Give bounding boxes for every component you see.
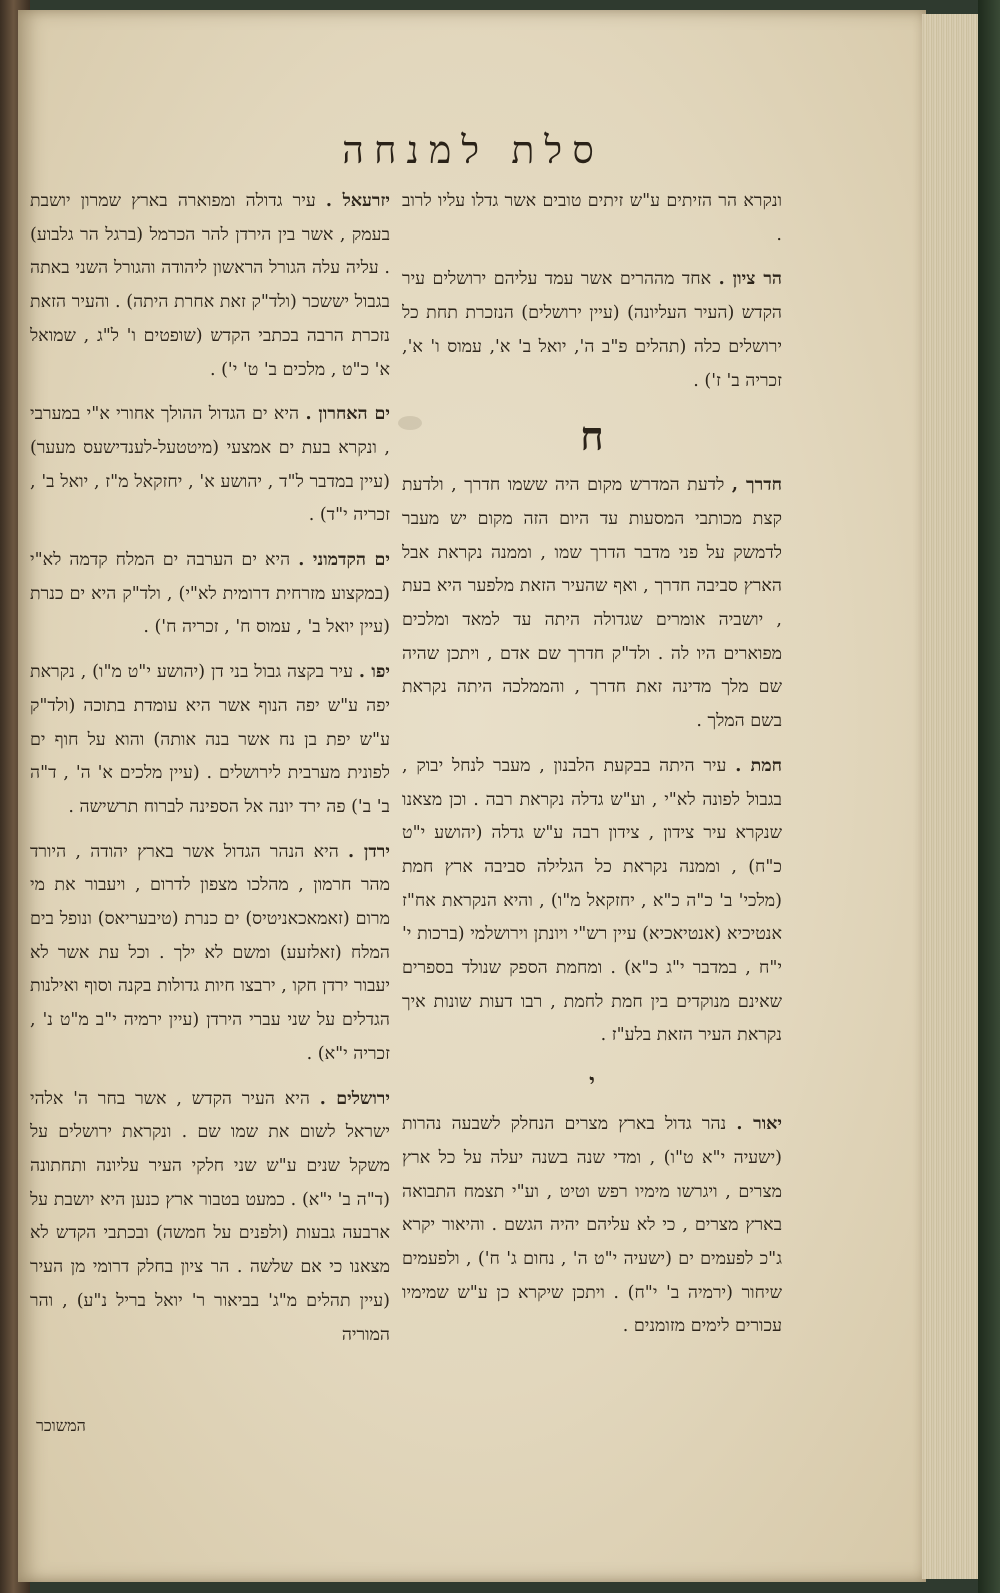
entry-term: הר ציון . [718,269,782,290]
entry-paragraph [402,263,782,398]
entry-paragraph [30,185,390,387]
entry-term: ים האחרון . [305,404,390,425]
entry-text: נהר גדול בארץ מצרים הנחלק לשבעה נהרות (ישעיה י"א ט"ו) , ומדי שנה בשנה יעלה על כל ארץ מצרים , ויגרשו מימיו רפש וטיט , וע"י תצמח התבואה בארץ מצרים , כי לא עליהם יהיה הגשם . והיאור יקרא ג"כ לפעמים ים (ישעיה י"ט ה' , נחום ג' ח') , ולפעמים שיחור (ירמיה ב' י"ח) . ויתכן שיקרא כן ע"ש שמימיו עכורים לימים מזומנים . [402,1114,782,1337]
catchword: המשוכר [36,1416,86,1435]
entry-text: עיר היתה בבקעת הלבנון , מעבר לנחל יבוק , בגבול לפונה לא"י , וע"ש גדלה נקראת רבה . וכן מצאנו שנקרא עיר צידון , צידון רבה ע"ש גדלה (יהושע י"ט כ"ח) , וממנה נקראת כל הגלילה סביבה ארץ חמת (מלכי' ב' כ"ה כ"א , יחזקאל מ"ו) , והיא הנקראת אח"ז אנטיכיא (אנטיאכיא) עיין רש"י ויונתן וירושלמי (ברכות י' י"ח , במדבר י"ג כ"א) . ומחמת הספק שנולד בספרים שאינם מנוקדים בין חמת לחמת , רבו דעות שונות איך נקראת העיר הזאת בלע"ז . [402,755,782,1046]
entry-term: ים הקדמוני . [298,550,390,571]
entry-term: יזרעאל . [325,191,390,211]
entry-term: חמת . [735,755,782,776]
entry-paragraph [402,1108,782,1344]
left-column [30,185,390,1400]
entry-paragraph [30,398,390,533]
entry-text: לדעת המדרש מקום היה ששמו חדרך , ולדעת קצת מכותבי המסעות עד היום הזה מקום יש מעבר לדמשק על פני מדבר הדרך שמו , וממנה נקראת אבל הארץ סביבה חדרך , ואף שהעיר הזאת מלפער היא בעת , יושביה אומרים שגדולה היתה עד למאד ומלכים מפוארים היו לה . ולד"ק חדרך שם אדם , ויתכן שהיה שם מלך מדינה זאת חדרך , והממלכה היתה נקראת בשם המלך . [402,475,782,732]
entry-term: ירדן . [348,841,390,862]
entry-term: יאור . [736,1114,782,1135]
entry-term: חדרך , [731,475,782,496]
entry-paragraph [30,836,390,1072]
entry-text: עיר גדולה ומפוארה בארץ שמרון יושבת בעמק , אשר בין הירדן להר הכרמל (ברגל הר גלבוע) . עליה עלה הגורל הראשון ליהודה והגורל השני באתה בגבול יששכר (ולד"ק זאת אחרת היתה) . והעיר הזאת נזכרת הרבה בכתבי הקדש (שופטים ו' ל"ג , שמואל א' כ"ט , מלכים ב' ט' י') . [30,191,390,380]
entry-text: היא הנהר הגדול אשר בארץ יהודה , היורד מהר חרמון , מהלכו מצפון לדרום , ויעבור את מי מרום (זאמאכאניטיס) ים כנרת (טיבעריאס) ונופל בים המלח (זאלזעע) ומשם לא ילך . וכל עת אשר לא יעבור ירדן חקו , ירבצו חיות גדולות בקנה וסוף ואילנות הגדלים על שני עברי הירדן (עיין ירמיה י"ב מ"ט נ' , זכריה י"א) . [30,841,390,1064]
right-column-bottom [402,1108,782,1344]
entry-paragraph [30,1083,390,1353]
entry-text: ונקרא הר הזיתים ע"ש זיתים טובים אשר גדלו עליו לרוב . [402,191,782,245]
entry-text: אחד מההרים אשר עמד עליהם ירושלים עיר הקדש (העיר העליונה) (עיין ירושלים) הנזכרת תחת כל ירושלים כלה (תהלים פ"ב ה', יואל ב' א', עמוס ו' א', זכריה ב' ז') . [402,269,782,391]
page-edges [922,14,984,1579]
book-cover-right [978,0,1000,1593]
entry-term: ירושלים . [319,1088,390,1109]
left-column-entries [30,185,390,1352]
entry-paragraph [30,544,390,645]
entry-text: עיר בקצה גבול בני דן (יהושע י"ט מ"ו) , נקראת יפה ע"ש יפה הנוף אשר היא עומדת בתוכה (ולד"ק ע"ש יפת בן נח אשר בנה אותה) והוא על חוף ים לפונית מערבית לירושלים . (עיין מלכים א' ה' , ד"ה ב' ב') פה ירד יונה אל הספינה לברוח תרשישה . [30,662,390,817]
right-column [402,185,782,1400]
entry-paragraph [402,469,782,739]
entry-paragraph [402,750,782,1053]
section-letter-yod: י [589,1069,595,1096]
page-header: סלת למנחה [342,128,604,172]
right-column-middle [402,469,782,1053]
section-letter-het: ח [580,413,604,461]
entry-paragraph [30,656,390,825]
entry-term: יפו . [358,662,390,683]
entry-text: היא ים הערבה ים המלח קדמה לא"י (במקצוע מזרחית דרומית לא"י) , ולד"ק היא ים כנרת (עיין יואל ב' , עמוס ח' , זכריה ח') . [30,550,390,638]
entry-text: היא העיר הקדש , אשר בחר ה' אלהי ישראל לשום את שמו שם . ונקראת ירושלים על משקל שנים ע"ש שני חלקי העיר עליונה ותחתונה (ד"ה ב' י"א) . כמעט בטבור ארץ כנען היא יושבת על ארבעה גבעות (ולפנים על חמשה) ובכתבי הקדש לא מצאנו כי אם שלשה . הר ציון בחלק דרומי מן העיר (עיין תהלים מ"ג' בביאור ר' יואל בריל נ"ע) , והר המוריה [30,1088,390,1345]
entry-paragraph [402,185,782,252]
entry-text: היא ים הגדול ההולך אחורי א"י במערבי , ונקרא בעת ים אמצעי (מיטטעל-לענדישעס מעער) (עיין במדבר ל"ד , יהושע א' , יחזקאל מ"ז , יואל ב' , זכריה י"ד) . [30,404,390,526]
right-column-top [402,185,782,398]
